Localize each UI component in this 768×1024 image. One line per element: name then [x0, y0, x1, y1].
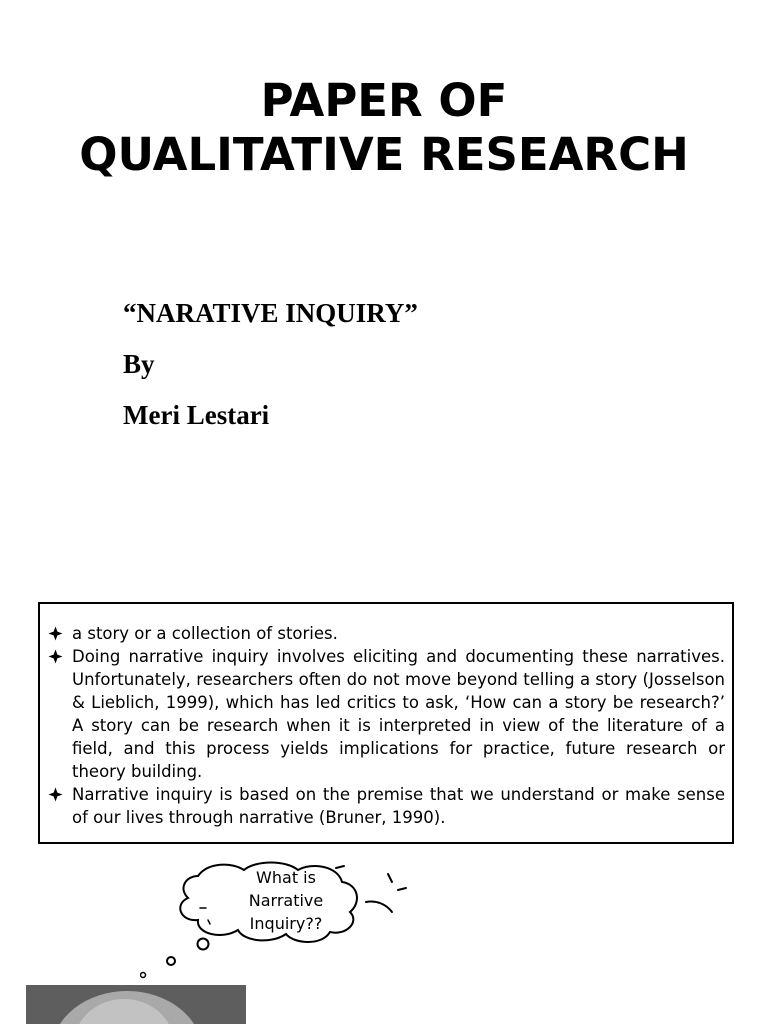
- topic-heading: “NARATIVE INQUIRY”: [123, 298, 418, 328]
- title-line-2: QUALITATIVE RESEARCH: [79, 128, 689, 181]
- bullet-text: Doing narrative inquiry involves eliciting and documenting these narratives. Unfortunately, researchers often do not move beyond telling a story (Josselson & Lieblich, 1999), which has led critics to ask, ‘How can a story be research?’ A story can be research when it is interpreted in view of the literature of a field, and this process yields implications for practice, future research or theory building.: [72, 647, 725, 781]
- subtitle-block: [123, 288, 418, 441]
- bullet-item: [48, 645, 725, 783]
- by-label: By: [123, 349, 155, 379]
- bullet-item: [48, 783, 725, 829]
- author-name: Meri Lestari: [123, 400, 270, 430]
- thought-line-3: Inquiry??: [249, 914, 323, 933]
- bullet-text: Narrative inquiry is based on the premise that we understand or make sense of our lives through narrative (Bruner, 1990).: [72, 785, 725, 827]
- thought-line-1: What is: [256, 868, 316, 887]
- bullet-text: a story or a collection of stories.: [72, 624, 338, 643]
- bullet-list: [48, 622, 725, 829]
- bullet-item: [48, 622, 725, 645]
- definition-box: [38, 602, 734, 844]
- person-photo: [26, 985, 246, 1024]
- diamond-bullet-icon: [48, 787, 63, 802]
- diamond-bullet-icon: [48, 649, 63, 664]
- thought-bubble-text: [236, 866, 336, 935]
- diamond-bullet-icon: [48, 626, 63, 641]
- thought-bubble: [140, 860, 420, 980]
- thought-line-2: Narrative: [248, 891, 324, 910]
- title-line-1: PAPER OF: [260, 74, 508, 127]
- page-title: [0, 74, 768, 182]
